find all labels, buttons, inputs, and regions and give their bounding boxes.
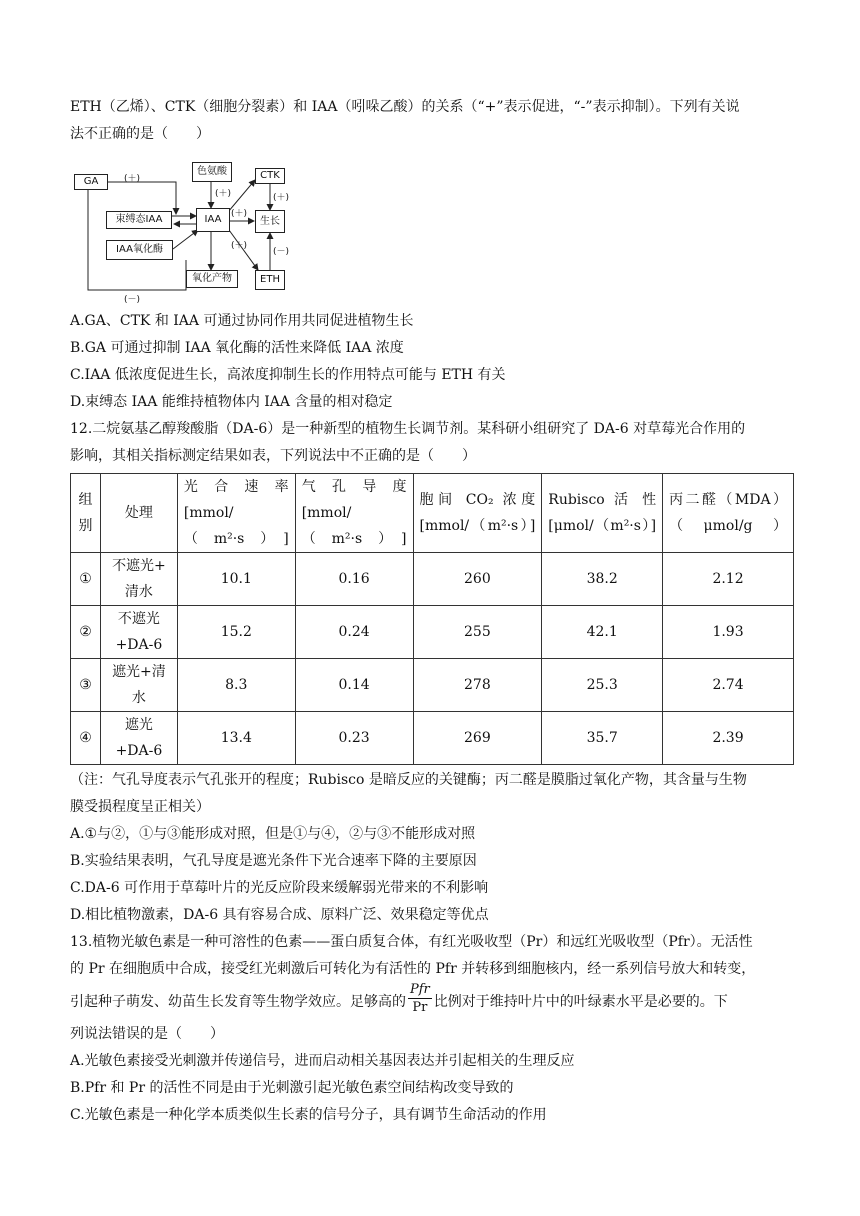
- q12-stem-line-1: 12.二烷氨基乙醇羧酸脂（DA-6）是一种新型的植物生长调节剂。某科研小组研究了 DA-6 对草莓光合作用的: [70, 421, 746, 437]
- q13-option-b: B.Pfr 和 Pr 的活性不同是由于光刺激引起光敏色素空间结构改变导致的: [70, 1080, 514, 1096]
- cell-treatment: 遮光+清 水: [100, 659, 177, 712]
- oxidation-product-label: 氧化产物: [192, 273, 232, 284]
- cell-treatment: 不遮光+ 清水: [100, 553, 177, 606]
- bound-iaa-box: [106, 211, 172, 229]
- q11-option-a: A.GA、CTK 和 IAA 可通过协同作用共同促进植物生长: [70, 313, 414, 329]
- cell-group: ③: [71, 659, 101, 712]
- header-group: 组 别: [71, 474, 101, 553]
- table-row: [71, 712, 794, 765]
- q11-option-d: D.束缚态 IAA 能维持植物体内 IAA 含量的相对稳定: [70, 394, 393, 410]
- cell-co2: 269: [413, 712, 542, 765]
- cell-treatment: 不遮光 +DA-6: [100, 606, 177, 659]
- tryptophan-box: [192, 162, 232, 182]
- cell-rubisco: 25.3: [542, 659, 663, 712]
- tryptophan-label: 色氨酸: [197, 166, 227, 177]
- q11-stem-line-1: ETH（乙烯）、CTK（细胞分裂素）和 IAA（吲哚乙酸）的关系（“+”表示促进，“-”表示抑制）。下列有关说: [70, 99, 740, 115]
- q13-stem-line-1: 13.植物光敏色素是一种可溶性的色素——蛋白质复合体，有红光吸收型（Pr）和远红光吸收型（Pfr）。无活性: [70, 934, 753, 950]
- table-header-row: [71, 474, 794, 553]
- cell-mda: 2.12: [663, 553, 794, 606]
- header-stomatal-conductance: 气 孔 导 度 [mmol/（m²·s）]: [295, 474, 413, 553]
- eth-box: [255, 270, 285, 290]
- cell-rubisco: 35.7: [542, 712, 663, 765]
- cell-rate: 8.3: [177, 659, 295, 712]
- q13-option-c: C.光敏色素是一种化学本质类似生长素的信号分子，具有调节生命活动的作用: [70, 1107, 547, 1123]
- q11-option-b: B.GA 可通过抑制 IAA 氧化酶的活性来降低 IAA 浓度: [70, 340, 404, 356]
- cell-group: ④: [71, 712, 101, 765]
- iaa-label: IAA: [204, 214, 222, 225]
- cell-group: ①: [71, 553, 101, 606]
- q12-option-c: C.DA-6 可作用于草莓叶片的光反应阶段来缓解弱光带来的不利影响: [70, 880, 489, 896]
- iaa-eth-promote-sign: (＋): [231, 241, 248, 251]
- cell-mda: 2.39: [663, 712, 794, 765]
- iaa-growth-promote-sign: (＋): [231, 209, 248, 219]
- q13-option-a: A.光敏色素接受光刺激并传递信号，进而启动相关基因表达并引起相关的生理反应: [70, 1053, 575, 1069]
- growth-label: 生长: [260, 216, 280, 227]
- cell-rate: 15.2: [177, 606, 295, 659]
- q13-stem-line-4: 列说法错误的是（ ）: [70, 1026, 224, 1042]
- hormone-diagram: [72, 156, 300, 306]
- ctk-box: [255, 168, 285, 184]
- cell-mda: 2.74: [663, 659, 794, 712]
- cell-rate: 10.1: [177, 553, 295, 606]
- q12-note-line-1: （注：气孔导度表示气孔张开的程度；Rubisco 是暗反应的关键酶；丙二醛是膜脂过氧化产物，其含量与生物: [70, 772, 747, 788]
- q12-option-d: D.相比植物激素，DA-6 具有容易合成、原料广泛、效果稳定等优点: [70, 907, 489, 923]
- cell-stomata: 0.16: [295, 553, 413, 606]
- cell-stomata: 0.23: [295, 712, 413, 765]
- cell-co2: 278: [413, 659, 542, 712]
- eth-inhibit-sign: (－): [273, 247, 290, 257]
- q12-option-a: A.①与②，①与③能形成对照，但是①与④，②与③不能形成对照: [70, 826, 476, 842]
- header-photosynthesis-rate: 光 合 速 率 [mmol/（m²·s）]: [177, 474, 295, 553]
- table-row: [71, 606, 794, 659]
- q11-option-c: C.IAA 低浓度促进生长，高浓度抑制生长的作用特点可能与 ETH 有关: [70, 367, 506, 383]
- header-rubisco-activity: Rubisco 活 性 [μmol/（m²·s）]: [542, 474, 663, 553]
- iaa-oxidase-box: [106, 240, 173, 260]
- ga-inhibit-sign: (－): [124, 295, 141, 305]
- trp-promote-sign: (＋): [215, 189, 232, 199]
- oxidation-product-box: [186, 270, 238, 288]
- growth-box: [255, 210, 285, 233]
- cell-co2: 255: [413, 606, 542, 659]
- cell-rubisco: 42.1: [542, 606, 663, 659]
- q11-stem-line-2: 法不正确的是（ ）: [70, 126, 210, 142]
- q13-stem-line-2: 的 Pr 在细胞质中合成，接受红光刺激后可转化为有活性的 Pfr 并转移到细胞核内，经一系列信号放大和转变，: [70, 961, 756, 977]
- ga-label: GA: [83, 176, 99, 187]
- cell-treatment: 遮光 +DA-6: [100, 712, 177, 765]
- header-intercellular-co2: 胞间 CO₂ 浓度 [mmol/（m²·s）]: [413, 474, 542, 553]
- ctk-promote-sign: (＋): [273, 193, 290, 203]
- cell-group: ②: [71, 606, 101, 659]
- q13-stem-line-3-start: 引起种子萌发、幼苗生长发育等生物学效应。足够高的: [70, 994, 406, 1010]
- cell-rate: 13.4: [177, 712, 295, 765]
- fraction-numerator: Pfr: [410, 981, 430, 997]
- ctk-label: CTK: [260, 170, 280, 181]
- eth-label: ETH: [260, 274, 280, 285]
- cell-stomata: 0.14: [295, 659, 413, 712]
- iaa-box: [196, 208, 230, 232]
- pfr-pr-fraction: [408, 981, 432, 1016]
- cell-stomata: 0.24: [295, 606, 413, 659]
- iaa-oxidase-label: IAA氧化酶: [116, 244, 163, 255]
- q13-stem-line-3: [70, 983, 792, 1021]
- header-mda: 丙二醛（MDA） （μmol/g）: [663, 474, 794, 553]
- bound-iaa-label: 束缚态IAA: [115, 214, 163, 225]
- ga-promote-sign: (＋): [124, 174, 141, 184]
- da6-results-table: [70, 473, 794, 765]
- q12-option-b: B.实验结果表明，气孔导度是遮光条件下光合速率下降的主要原因: [70, 853, 477, 869]
- fraction-denominator: Pr: [412, 999, 428, 1015]
- q12-note-line-2: 膜受损程度呈正相关）: [70, 799, 210, 815]
- table-row: [71, 553, 794, 606]
- q13-stem-line-3-end: 比例对于维持叶片中的叶绿素水平是必要的。下: [433, 994, 728, 1010]
- cell-rubisco: 38.2: [542, 553, 663, 606]
- q12-stem-line-2: 影响，其相关指标测定结果如表，下列说法中不正确的是（ ）: [70, 448, 476, 464]
- cell-co2: 260: [413, 553, 542, 606]
- ga-box: [74, 174, 108, 190]
- cell-mda: 1.93: [663, 606, 794, 659]
- table-row: [71, 659, 794, 712]
- header-treatment: 处理: [100, 474, 177, 553]
